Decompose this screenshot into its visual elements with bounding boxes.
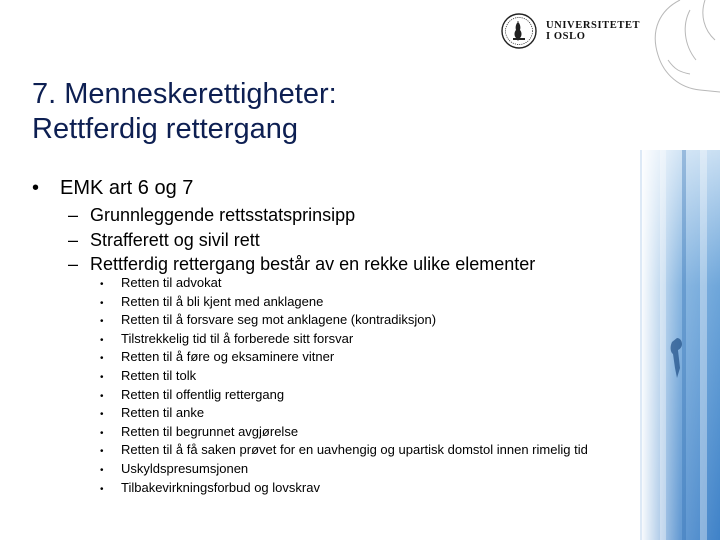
sub-bullet-item bbox=[68, 228, 535, 253]
list-item bbox=[100, 275, 588, 294]
slide-title-line1: 7. Menneskerettigheter: bbox=[32, 78, 337, 110]
bullet-marker: • bbox=[100, 334, 104, 346]
bullet-marker: • bbox=[100, 371, 104, 383]
bullet-marker: • bbox=[100, 390, 104, 402]
university-logo bbox=[500, 12, 640, 54]
element-text: Retten til offentlig rettergang bbox=[121, 386, 285, 402]
sub-bullet-text: Strafferett og sivil rett bbox=[90, 229, 260, 250]
bullet-marker: • bbox=[32, 177, 40, 199]
university-name-line2: I OSLO bbox=[546, 31, 586, 42]
list-item bbox=[100, 405, 588, 424]
dash-marker: – bbox=[68, 229, 79, 250]
element-text: Retten til advokat bbox=[121, 275, 222, 290]
slide-title bbox=[32, 77, 592, 147]
slide-title-line2: Rettferdig rettergang bbox=[32, 113, 298, 145]
list-item bbox=[100, 294, 588, 313]
list-item bbox=[100, 387, 588, 406]
list-item bbox=[100, 331, 588, 350]
element-list bbox=[100, 275, 588, 498]
bullet-marker: • bbox=[100, 353, 104, 365]
bullet-marker: • bbox=[100, 279, 104, 290]
element-text: Uskyldspresumsjonen bbox=[121, 460, 249, 476]
main-bullet-text: EMK art 6 og 7 bbox=[60, 177, 194, 199]
sub-bullet-list bbox=[68, 203, 535, 277]
sub-bullet-item bbox=[68, 203, 535, 228]
sub-bullet-text: Rettferdig rettergang består av en rekke ulike elementer bbox=[90, 254, 536, 274]
element-text: Retten til å få saken prøvet for en uavhengig og upartisk domstol innen rimelig tid bbox=[121, 442, 588, 458]
list-item bbox=[100, 349, 588, 368]
university-name-line1: UNIVERSITETET bbox=[546, 20, 641, 31]
sub-bullet-item bbox=[68, 252, 535, 277]
bullet-marker: • bbox=[100, 316, 104, 328]
bullet-marker: • bbox=[100, 446, 104, 458]
bullet-marker: • bbox=[100, 483, 104, 495]
element-text: Tilstrekkelig tid til å forberede sitt forsvar bbox=[121, 330, 354, 346]
list-item bbox=[100, 480, 588, 499]
dash-marker: – bbox=[68, 205, 79, 225]
list-item bbox=[100, 368, 588, 387]
bullet-marker: • bbox=[100, 297, 104, 309]
element-text: Retten til å forsvare seg mot anklagene (kontradiksjon) bbox=[121, 312, 437, 328]
side-decoration-image bbox=[620, 0, 720, 540]
university-seal-icon bbox=[500, 12, 538, 50]
list-item bbox=[100, 461, 588, 480]
university-name bbox=[546, 20, 640, 42]
main-bullet bbox=[32, 175, 193, 201]
element-text: Retten til å føre og eksaminere vitner bbox=[121, 349, 335, 365]
list-item bbox=[100, 442, 588, 461]
bullet-marker: • bbox=[100, 427, 104, 439]
list-item bbox=[100, 424, 588, 443]
sub-bullet-text: Grunnleggende rettsstatsprinsipp bbox=[90, 205, 356, 225]
bullet-marker: • bbox=[100, 409, 104, 421]
element-text: Tilbakevirkningsforbud og lovskrav bbox=[121, 479, 320, 495]
element-text: Retten til begrunnet avgjørelse bbox=[121, 423, 299, 439]
list-item bbox=[100, 312, 588, 331]
bullet-marker: • bbox=[100, 464, 104, 476]
dash-marker: – bbox=[68, 254, 79, 274]
element-text: Retten til tolk bbox=[121, 367, 197, 383]
element-text: Retten til anke bbox=[121, 405, 205, 421]
element-text: Retten til å bli kjent med anklagene bbox=[121, 293, 324, 309]
